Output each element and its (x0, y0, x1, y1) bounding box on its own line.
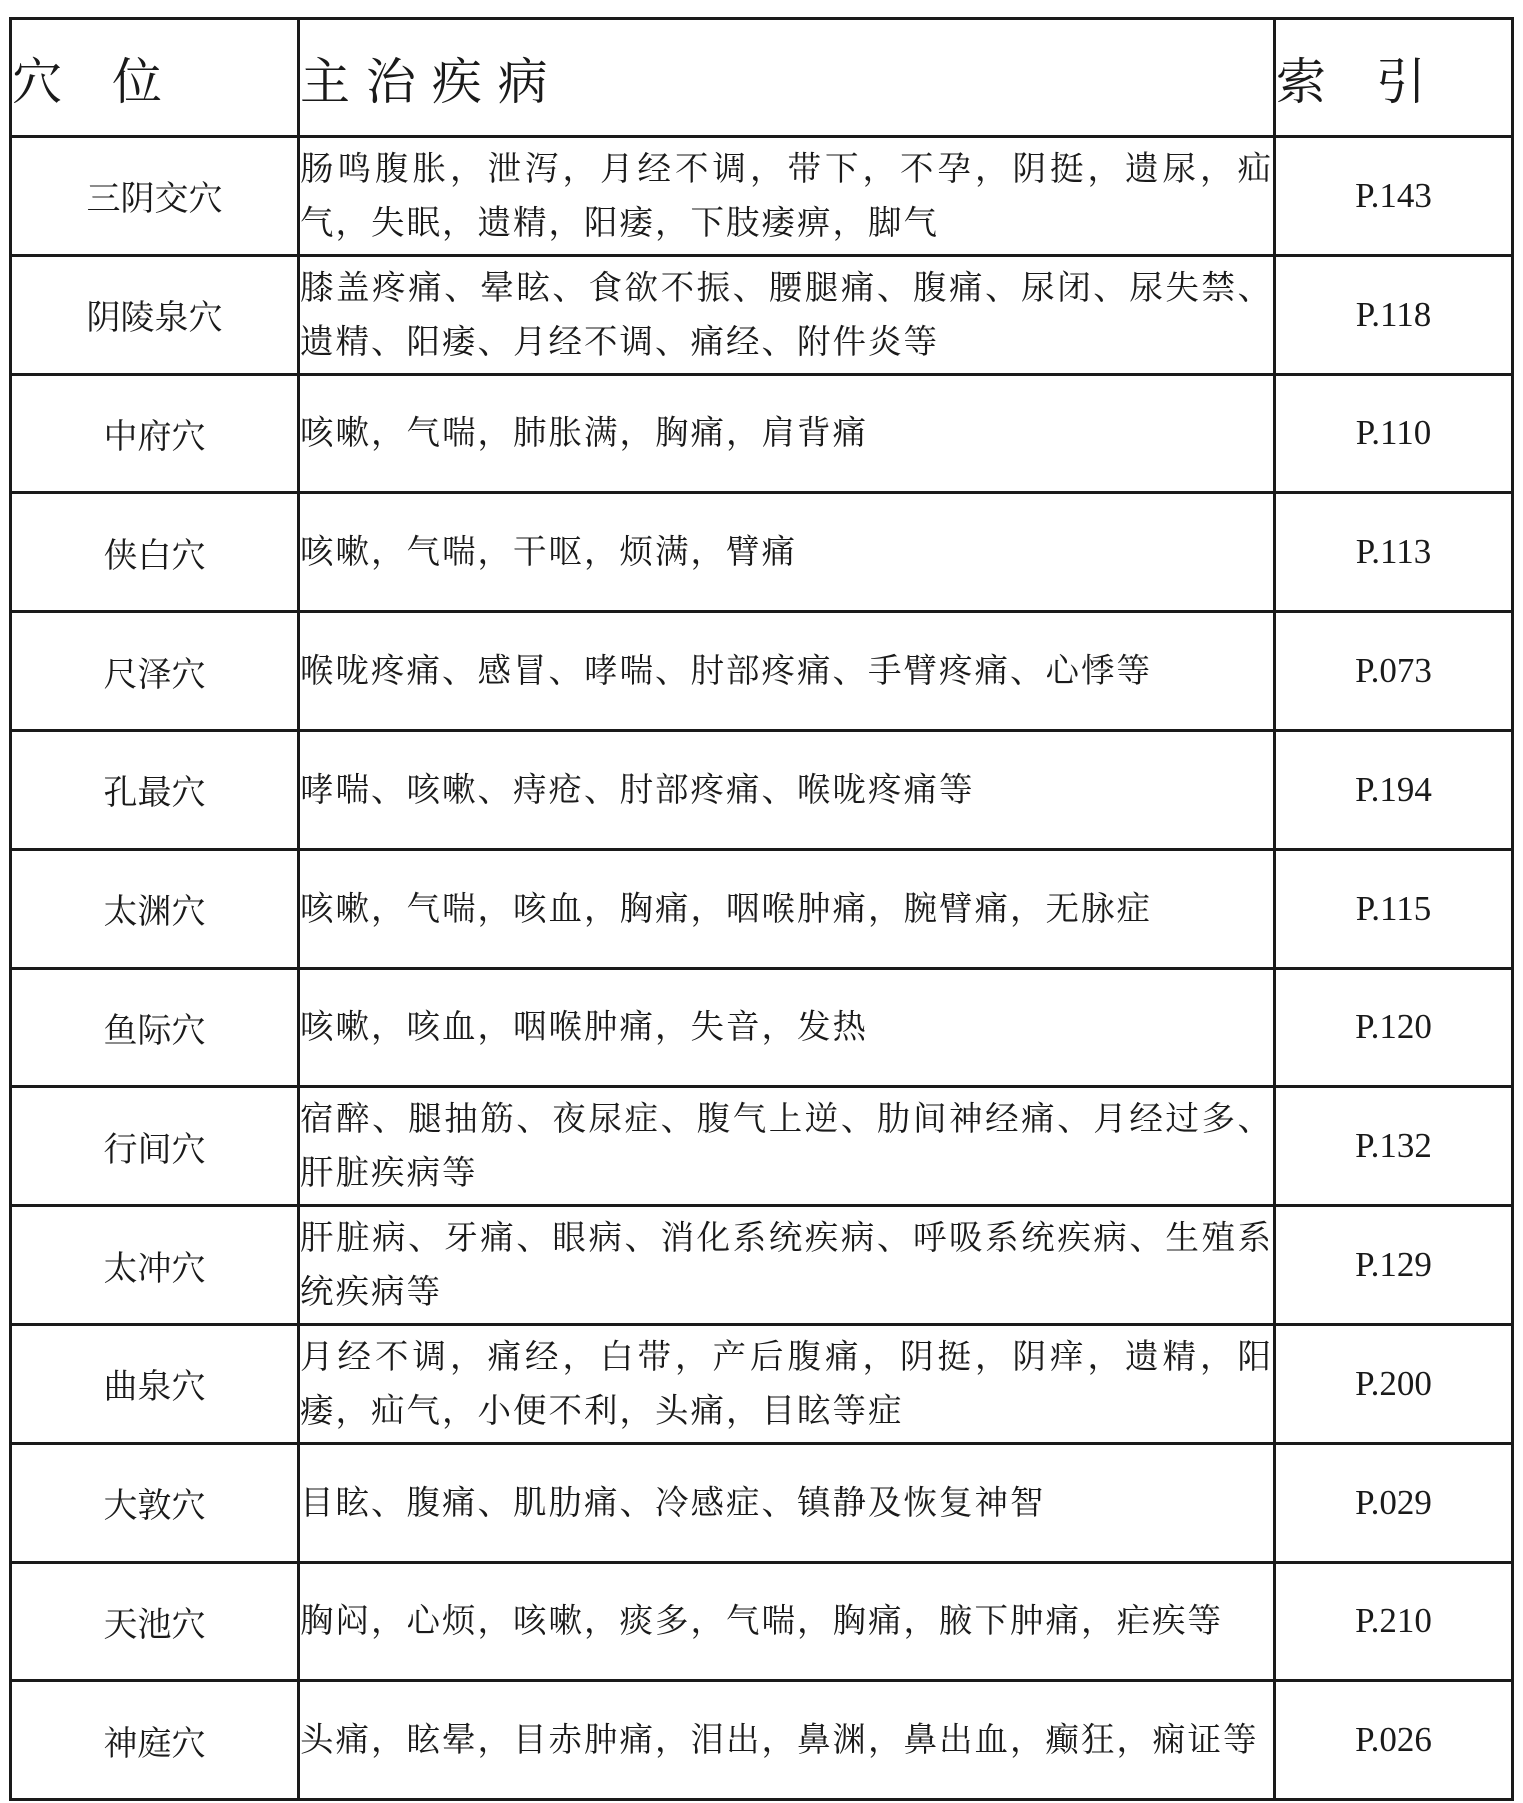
page-index: P.143 (1275, 137, 1513, 256)
page-index: P.120 (1275, 968, 1513, 1087)
table-row (11, 730, 1513, 849)
table-row (11, 1443, 1513, 1562)
header-index: 索 引 (1275, 19, 1513, 137)
table-row (11, 137, 1513, 256)
acupoint-name: 阴陵泉穴 (11, 255, 299, 374)
indications-text: 咳嗽，气喘，干呕，烦满，臂痛 (299, 493, 1275, 612)
acupoint-name: 行间穴 (11, 1087, 299, 1206)
page-index: P.110 (1275, 374, 1513, 493)
acupoint-name: 中府穴 (11, 374, 299, 493)
acupoint-name: 神庭穴 (11, 1681, 299, 1800)
acupoint-name: 尺泽穴 (11, 612, 299, 731)
acupoint-name: 天池穴 (11, 1562, 299, 1681)
table-row (11, 1562, 1513, 1681)
page-index: P.026 (1275, 1681, 1513, 1800)
table-row (11, 968, 1513, 1087)
table-row (11, 374, 1513, 493)
indications-text: 肠鸣腹胀，泄泻，月经不调，带下，不孕，阴挺，遗尿，疝气，失眠，遗精，阳痿，下肢痿痹，脚气 (299, 137, 1275, 256)
indications-text: 目眩、腹痛、肌肋痛、冷感症、镇静及恢复神智 (299, 1443, 1275, 1562)
acupoint-table (9, 17, 1514, 1801)
indications-text: 胸闷，心烦，咳嗽，痰多，气喘，胸痛，腋下肿痛，疟疾等 (299, 1562, 1275, 1681)
table-body (11, 137, 1513, 1800)
table-row (11, 1324, 1513, 1443)
indications-text: 咳嗽，气喘，肺胀满，胸痛，肩背痛 (299, 374, 1275, 493)
table-header-row (11, 19, 1513, 137)
indications-text: 月经不调，痛经，白带，产后腹痛，阴挺，阴痒，遗精，阳痿，疝气，小便不利，头痛，目眩等症 (299, 1324, 1275, 1443)
acupoint-name: 孔最穴 (11, 730, 299, 849)
acupoint-name: 曲泉穴 (11, 1324, 299, 1443)
indications-text: 宿醉、腿抽筋、夜尿症、腹气上逆、肋间神经痛、月经过多、肝脏疾病等 (299, 1087, 1275, 1206)
acupoint-name: 太渊穴 (11, 849, 299, 968)
page-index: P.194 (1275, 730, 1513, 849)
table-row (11, 493, 1513, 612)
acupoint-name: 侠白穴 (11, 493, 299, 612)
indications-text: 膝盖疼痛、晕眩、食欲不振、腰腿痛、腹痛、尿闭、尿失禁、遗精、阳痿、月经不调、痛经、附件炎等 (299, 255, 1275, 374)
table-row (11, 1206, 1513, 1325)
page-index: P.113 (1275, 493, 1513, 612)
page-index: P.129 (1275, 1206, 1513, 1325)
page-index: P.200 (1275, 1324, 1513, 1443)
acupoint-name: 鱼际穴 (11, 968, 299, 1087)
table-row (11, 255, 1513, 374)
acupoint-name: 太冲穴 (11, 1206, 299, 1325)
table-row (11, 849, 1513, 968)
page-index: P.118 (1275, 255, 1513, 374)
page-index: P.132 (1275, 1087, 1513, 1206)
indications-text: 咳嗽，气喘，咳血，胸痛，咽喉肿痛，腕臂痛，无脉症 (299, 849, 1275, 968)
indications-text: 喉咙疼痛、感冒、哮喘、肘部疼痛、手臂疼痛、心悸等 (299, 612, 1275, 731)
header-point: 穴 位 (11, 19, 299, 137)
header-disease: 主 治 疾 病 (299, 19, 1275, 137)
acupoint-name: 大敦穴 (11, 1443, 299, 1562)
table-row (11, 612, 1513, 731)
table-row (11, 1681, 1513, 1800)
indications-text: 哮喘、咳嗽、痔疮、肘部疼痛、喉咙疼痛等 (299, 730, 1275, 849)
table-row (11, 1087, 1513, 1206)
page-index: P.073 (1275, 612, 1513, 731)
indications-text: 头痛，眩晕，目赤肿痛，泪出，鼻渊，鼻出血，癫狂，痫证等 (299, 1681, 1275, 1800)
indications-text: 肝脏病、牙痛、眼病、消化系统疾病、呼吸系统疾病、生殖系统疾病等 (299, 1206, 1275, 1325)
indications-text: 咳嗽，咳血，咽喉肿痛，失音，发热 (299, 968, 1275, 1087)
acupoint-name: 三阴交穴 (11, 137, 299, 256)
page-index: P.029 (1275, 1443, 1513, 1562)
page-index: P.115 (1275, 849, 1513, 968)
page-index: P.210 (1275, 1562, 1513, 1681)
